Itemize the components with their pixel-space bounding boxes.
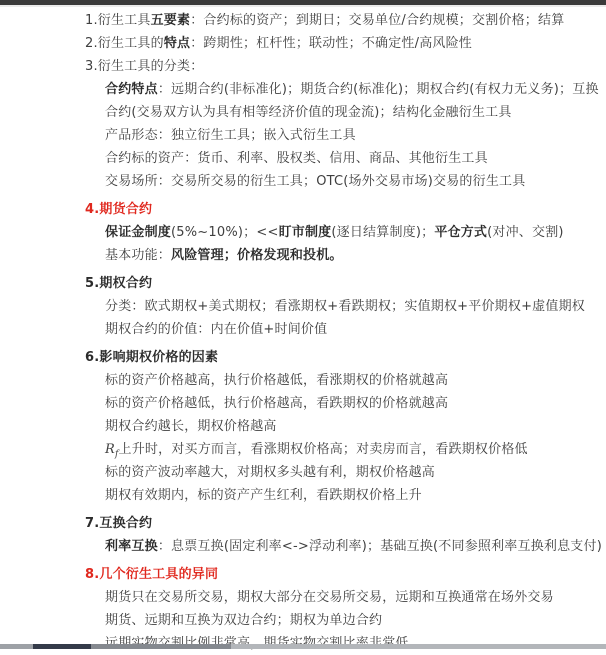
- doc-line: [85, 101, 555, 124]
- doc-text-segment: 上升时，对买方而言，看涨期权价格高；对卖房而言，看跌期权价格低: [118, 442, 528, 457]
- doc-text-segment: 五要素: [150, 13, 191, 28]
- doc-line: [85, 484, 555, 507]
- doc-line: [85, 55, 555, 78]
- doc-text-segment: (5%~10%)；<<: [171, 225, 279, 240]
- doc-text-segment: ：跨期性；杠杆性；联动性；不确定性/高风险性: [190, 36, 472, 51]
- page-bottom-edge-segment: [33, 644, 91, 649]
- doc-line: [85, 147, 555, 170]
- doc-text-segment: 5.期权合约: [85, 276, 153, 291]
- doc-text-segment: 1.衍生工具: [85, 13, 151, 28]
- doc-line: [85, 535, 602, 558]
- page-top-edge-shadow: [0, 5, 606, 7]
- doc-text-segment: 基本功能：: [105, 248, 172, 263]
- doc-line: [85, 461, 555, 484]
- doc-text-segment: 期货只在交易所交易，期权大部分在交易所交易，远期和互换通常在场外交易: [105, 590, 554, 605]
- doc-line: [85, 609, 555, 632]
- doc-line: [85, 318, 555, 341]
- page-bottom-edge-bar: [0, 644, 606, 649]
- doc-line: [85, 78, 599, 101]
- doc-text-segment: 标的资产价格越高，执行价格越低，看涨期权的价格就越高: [105, 373, 449, 388]
- doc-text-segment: f: [115, 449, 119, 460]
- doc-line: [85, 438, 555, 461]
- doc-text-segment: 期货、远期和互换为双边合约；期权为单边合约: [105, 613, 383, 628]
- page-bottom-edge-segment: [231, 644, 606, 649]
- doc-text-segment: 盯市制度: [278, 225, 332, 240]
- doc-text-segment: 合约特点: [105, 82, 158, 97]
- doc-text-segment: (对冲、交割): [487, 225, 564, 240]
- doc-line: [85, 244, 555, 267]
- doc-line: [85, 32, 555, 55]
- section-heading: [85, 198, 555, 221]
- page-bottom-edge-segment: [0, 644, 33, 649]
- doc-text-segment: 合约标的资产：货币、利率、股权类、信用、商品、其他衍生工具: [105, 151, 488, 166]
- doc-text-segment: ：远期合约(非标准化)；期货合约(标准化)；期权合约(有权力无义务)；互换: [157, 82, 599, 97]
- doc-text-segment: 2.衍生工具的: [85, 36, 164, 51]
- section-heading: [85, 272, 555, 295]
- doc-text-segment: 7.互换合约: [85, 516, 153, 531]
- doc-text-segment: 标的资产波动率越大，对期权多头越有利，期权价格越高: [105, 465, 436, 480]
- section-heading: [85, 346, 555, 369]
- doc-line: [85, 221, 564, 244]
- doc-text-segment: 标的资产价格越低，执行价格越高，看跌期权的价格就越高: [105, 396, 449, 411]
- doc-line: [85, 586, 555, 609]
- doc-text-segment: 特点: [163, 36, 191, 51]
- doc-line: [85, 124, 555, 147]
- page-bottom-edge-segment: [91, 644, 231, 649]
- doc-text-segment: R: [105, 442, 115, 457]
- doc-text-segment: 分类：欧式期权+美式期权；看涨期权+看跌期权；实值期权+平价期权+虚值期权: [105, 299, 585, 314]
- doc-line: [85, 392, 555, 415]
- doc-text-segment: 4.期货合约: [85, 202, 153, 217]
- doc-text-segment: 保证金制度: [105, 225, 172, 240]
- doc-text-segment: 合约(交易双方认为具有相等经济价值的现金流)；结构化金融衍生工具: [105, 105, 512, 120]
- section-heading: [85, 563, 555, 586]
- doc-text-segment: 产品形态：独立衍生工具；嵌入式衍生工具: [105, 128, 356, 143]
- doc-text-segment: 平仓方式: [434, 225, 488, 240]
- doc-text-segment: ：息票互换(固定利率<->浮动利率)；基础互换(不同参照利率互换利息支付): [157, 539, 602, 554]
- doc-text-segment: 6.影响期权价格的因素: [85, 350, 219, 365]
- document-body: [85, 9, 602, 655]
- doc-line: [85, 415, 555, 438]
- doc-line: [85, 295, 585, 318]
- doc-line: [85, 369, 555, 392]
- doc-text-segment: 期权合约的价值：内在价值+时间价值: [105, 322, 328, 337]
- doc-text-segment: 风险管理；价格发现和投机。: [171, 248, 343, 263]
- doc-text-segment: 8.几个衍生工具的异同: [85, 567, 219, 582]
- doc-text-segment: 交易场所：交易所交易的衍生工具；OTC(场外交易市场)交易的衍生工具: [105, 174, 526, 189]
- doc-line: [85, 9, 565, 32]
- doc-text-segment: 期权合约越长，期权价格越高: [105, 419, 277, 434]
- doc-text-segment: 期权有效期内，标的资产产生红利，看跌期权价格上升: [105, 488, 422, 503]
- doc-line: [85, 170, 555, 193]
- doc-text-segment: 3.衍生工具的分类：: [85, 59, 204, 74]
- doc-text-segment: ：合约标的资产；到期日；交易单位/合约规模；交割价格；结算: [190, 13, 565, 28]
- doc-text-segment: (逐日结算制度)；: [331, 225, 435, 240]
- doc-text-segment: 利率互换: [105, 539, 158, 554]
- section-heading: [85, 512, 555, 535]
